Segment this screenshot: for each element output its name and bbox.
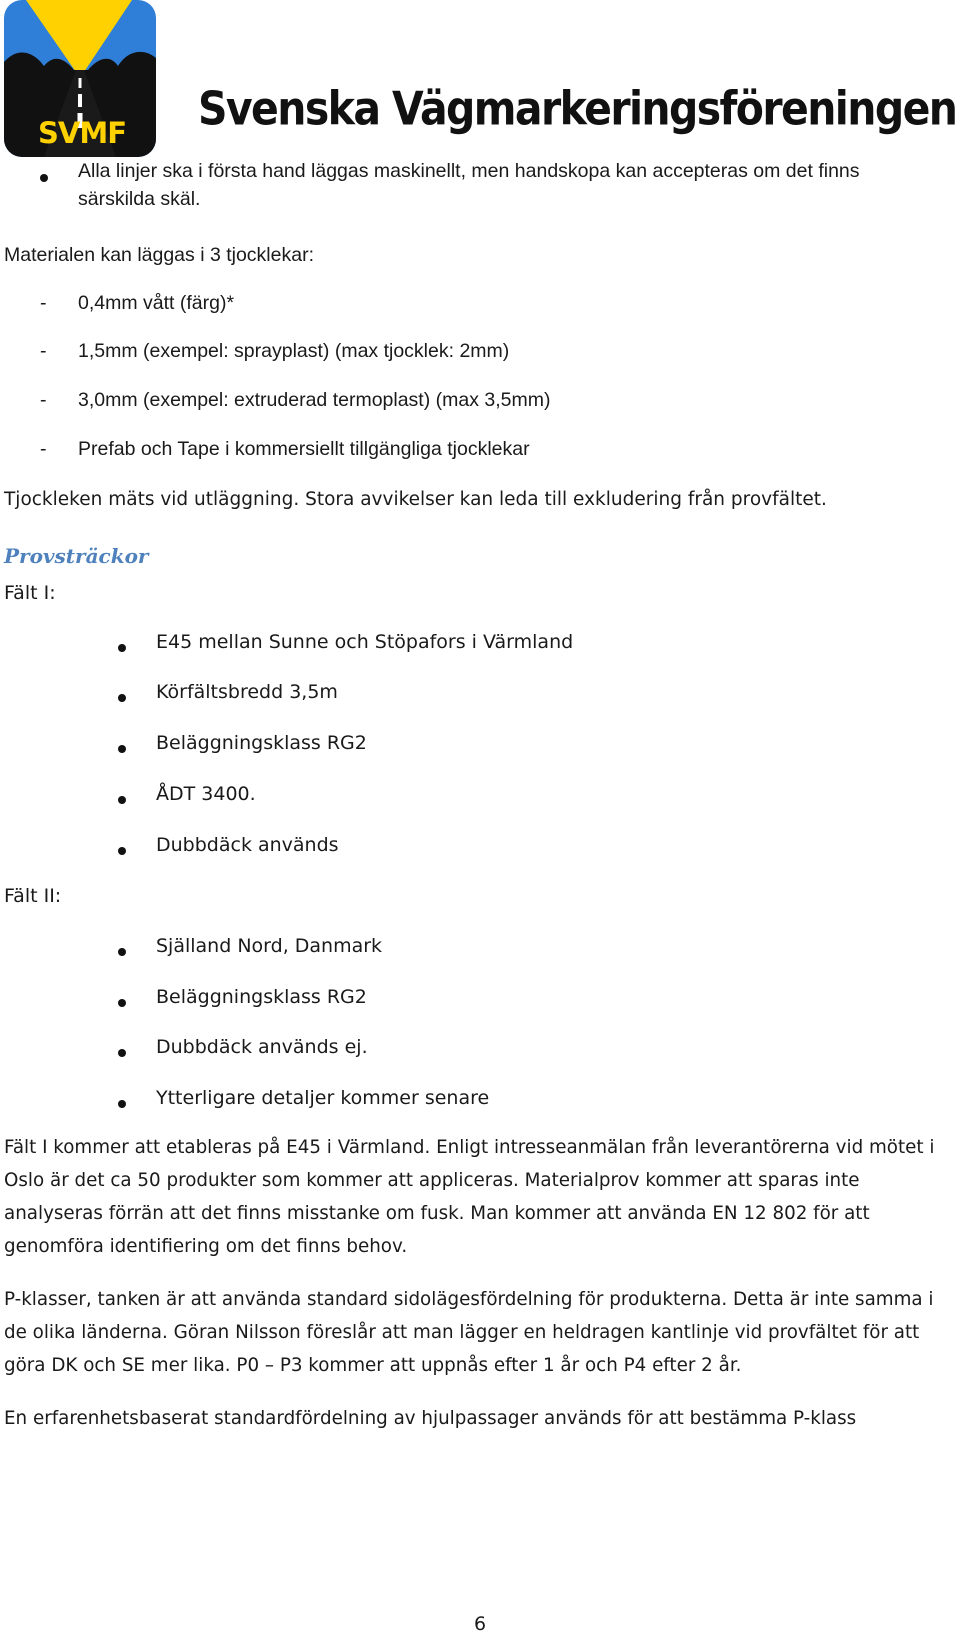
thickness-item: 0,4mm vått (färg)*	[78, 292, 235, 314]
list-dash: -	[40, 292, 47, 314]
paragraph-1-line: analyseras förrän att det finns misstanke om fusk. Man kommer att använda EN 12 802 för att	[4, 1203, 870, 1224]
field-1-item: Dubbdäck används	[156, 834, 339, 856]
thickness-item: Prefab och Tape i kommersiellt tillgängliga tjocklekar	[78, 438, 530, 460]
svmf-logo	[4, 0, 159, 160]
bullet-marker	[118, 943, 126, 961]
field-2-item: Själland Nord, Danmark	[156, 935, 383, 957]
section-heading: Provsträckor	[4, 544, 149, 568]
bullet-marker	[118, 994, 126, 1012]
paragraph-1-line: genomföra identifiering om det finns behov.	[4, 1236, 408, 1257]
list-dash: -	[40, 438, 47, 460]
intro-bullet-line-2: särskilda skäl.	[78, 188, 201, 210]
intro-bullet-line-1: Alla linjer ska i första hand läggas maskinellt, men handskopa kan accepteras om det finns	[78, 160, 860, 182]
field-2-item: Dubbdäck används ej.	[156, 1036, 368, 1058]
bullet-marker	[118, 1044, 126, 1062]
organization-name: Svenska Vägmarkeringsföreningen	[198, 82, 957, 136]
thickness-intro: Materialen kan läggas i 3 tjocklekar:	[4, 244, 314, 266]
bullet-marker	[118, 791, 126, 809]
field-1-item: E45 mellan Sunne och Stöpafors i Värmland	[156, 631, 574, 653]
bullet-marker	[118, 842, 126, 860]
list-dash: -	[40, 389, 47, 411]
bullet-marker	[40, 169, 48, 187]
field-2-item: Beläggningsklass RG2	[156, 986, 367, 1008]
paragraph-2-line: P-klasser, tanken är att använda standard sidolägesfördelning för produkterna. Detta är inte samma i	[4, 1289, 934, 1310]
field-2-item: Ytterligare detaljer kommer senare	[156, 1087, 490, 1109]
bullet-marker	[118, 740, 126, 758]
paragraph-3: En erfarenhetsbaserat standardfördelning av hjulpassager används för att bestämma P-klass	[4, 1408, 857, 1429]
page-number: 6	[473, 1613, 487, 1635]
field-1-label: Fält I:	[4, 582, 56, 604]
thickness-note: Tjockleken mäts vid utläggning. Stora avvikelser kan leda till exkludering från provfältet.	[4, 489, 827, 510]
paragraph-1-line: Fält I kommer att etableras på E45 i Värmland. Enligt intresseanmälan från leverantörerna vid mötet i	[4, 1137, 935, 1158]
thickness-item: 1,5mm (exempel: sprayplast) (max tjocklek: 2mm)	[78, 340, 510, 362]
bullet-marker	[118, 689, 126, 707]
field-1-item: Beläggningsklass RG2	[156, 732, 367, 754]
field-1-item: Körfältsbredd 3,5m	[156, 681, 338, 703]
bullet-marker	[118, 1095, 126, 1113]
thickness-item: 3,0mm (exempel: extruderad termoplast) (max 3,5mm)	[78, 389, 551, 411]
field-2-label: Fält II:	[4, 885, 62, 907]
paragraph-1-line: Oslo är det ca 50 produkter som kommer att appliceras. Materialprov kommer att sparas inte	[4, 1170, 860, 1191]
logo-text: SVMF	[38, 116, 126, 150]
field-1-item: ÅDT 3400.	[156, 783, 256, 805]
paragraph-2-line: de olika länderna. Göran Nilsson föreslår att man lägger en heldragen kantlinje vid provfältet för att	[4, 1322, 920, 1343]
paragraph-2-line: göra DK och SE mer lika. P0 – P3 kommer att uppnås efter 1 år och P4 efter 2 år.	[4, 1355, 742, 1376]
list-dash: -	[40, 340, 47, 362]
bullet-marker	[118, 639, 126, 657]
